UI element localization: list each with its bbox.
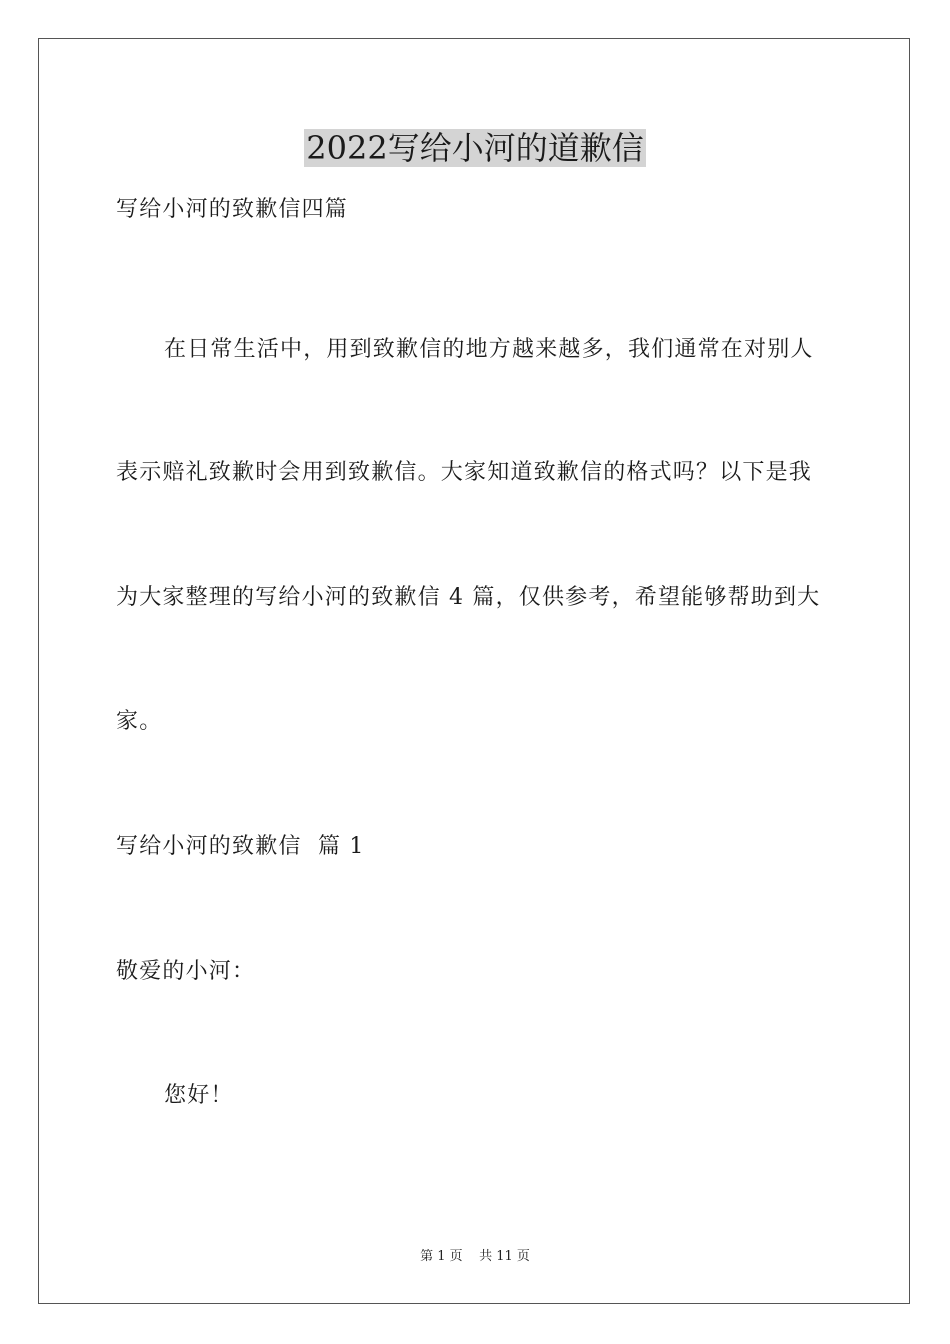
page-border — [38, 38, 910, 1304]
salutation: 敬爱的小河： — [116, 959, 256, 984]
document-title — [0, 126, 950, 170]
intro-line-3: 为大家整理的写给小河的致歉信 4 篇，仅供参考，希望能够帮助到大 — [116, 585, 821, 610]
document-title-text: 2022写给小河的道歉信 — [306, 129, 644, 167]
intro-line-4: 家。 — [116, 709, 163, 734]
page-footer: 第 1 页 共 11 页 — [420, 1249, 530, 1264]
section-heading: 写给小河的致歉信 篇 1 — [116, 834, 365, 859]
greeting: 您好！ — [164, 1083, 234, 1108]
intro-line-1: 在日常生活中，用到致歉信的地方越来越多，我们通常在对别人 — [164, 337, 814, 362]
document-subtitle: 写给小河的致歉信四篇 — [116, 197, 349, 222]
intro-line-2: 表示赔礼致歉时会用到致歉信。大家知道致歉信的格式吗？以下是我 — [116, 460, 813, 485]
